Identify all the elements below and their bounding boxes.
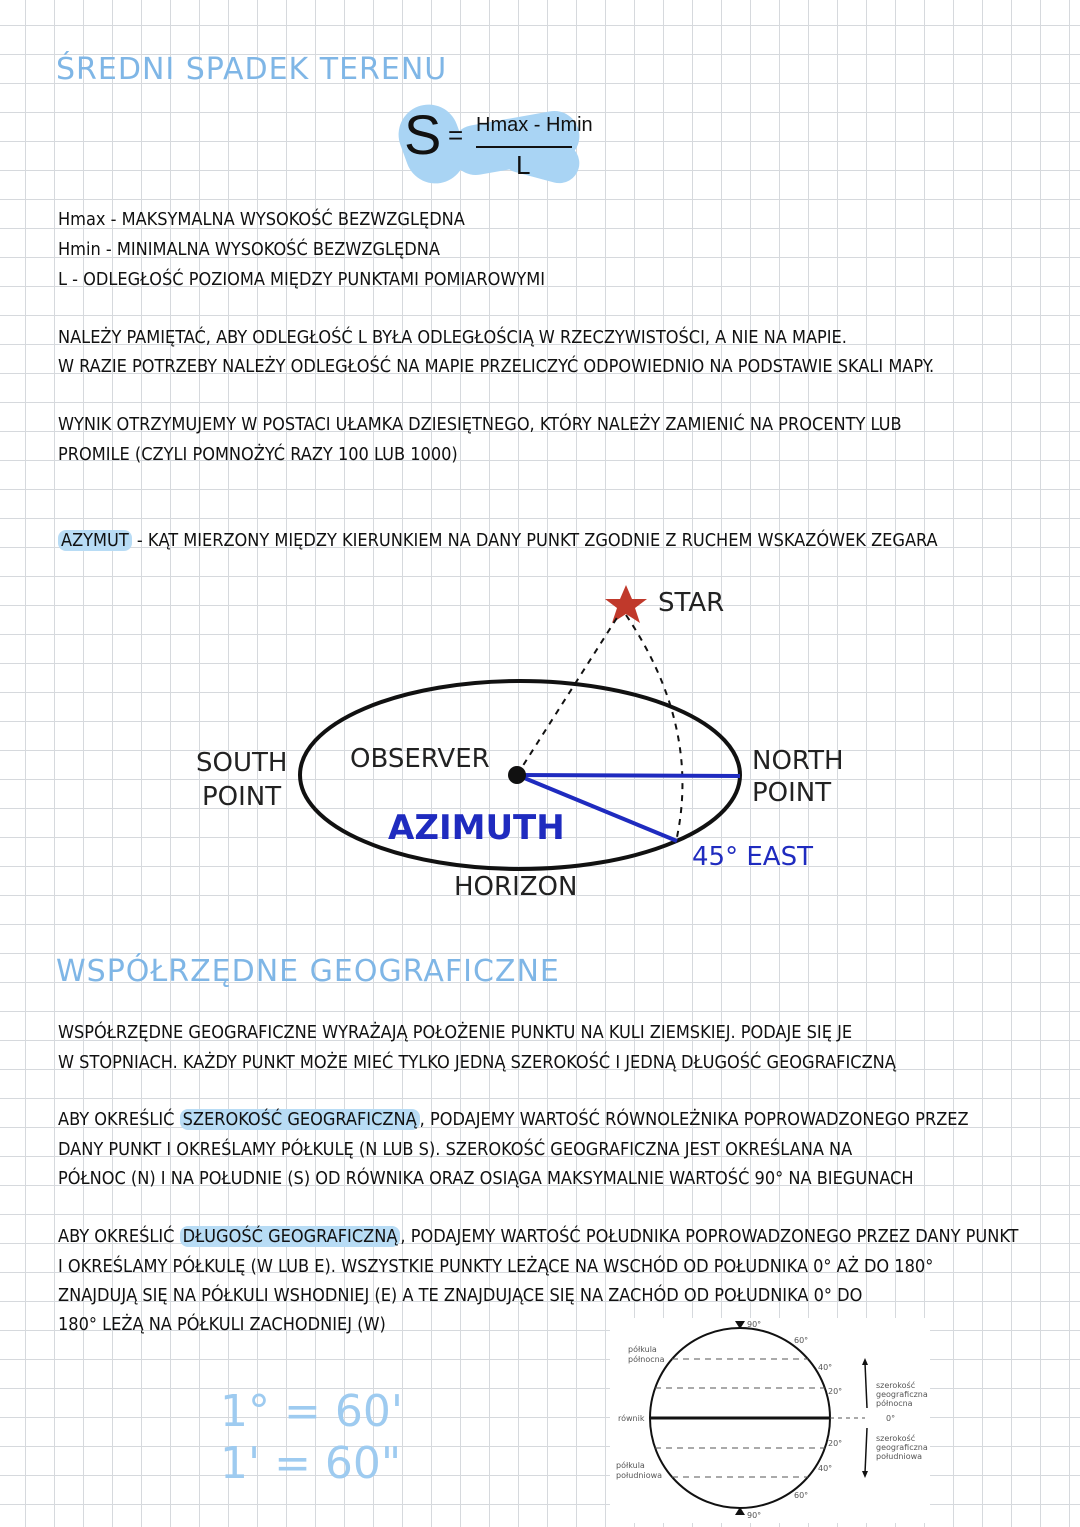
north-line <box>517 775 740 776</box>
formula-numerator: Hmax - Hmin <box>476 114 593 136</box>
note-line: NALEŻY PAMIĘTAĆ, ABY ODLEGŁOŚĆ L BYŁA ODLEGŁOŚCIĄ W RZECZYWISTOŚCI, A NIE NA MAPIE. <box>58 327 847 348</box>
paragraph-line: WSPÓŁRZĘDNE GEOGRAFICZNE WYRAŻAJĄ POŁOŻENIE PUNKTU NA KULI ZIEMSKIEJ. PODAJE SIĘ JE <box>58 1022 853 1043</box>
definition-l: L - ODLEGŁOŚĆ POZIOMA MIĘDZY PUNKTAMI POMIAROWYMI <box>58 269 545 290</box>
paragraph-line: ZNAJDUJĄ SIĘ NA PÓŁKULI WSHODNIEJ (E) A TE ZNAJDUJĄCE SIĘ NA ZACHÓD OD POŁUDNIKA 0° DO <box>58 1285 863 1306</box>
north-arrow <box>865 1363 867 1408</box>
globe-label: półkula <box>616 1461 645 1470</box>
globe-label: południowa <box>616 1471 663 1480</box>
globe-label: geograficzna <box>876 1443 928 1452</box>
paragraph-line <box>58 1109 969 1130</box>
latitude-highlight: SZEROKOŚĆ GEOGRAFICZNĄ <box>180 1109 420 1130</box>
degree-label: 40° <box>818 1464 833 1473</box>
section-title-coordinates: WSPÓŁRZĘDNE GEOGRAFICZNE <box>56 954 560 989</box>
definition-hmin: Hmin - MINIMALNA WYSOKOŚĆ BEZWZGLĘDNA <box>58 239 440 260</box>
arrow-head <box>862 1358 868 1365</box>
paragraph-line: W STOPNIACH. KAŻDY PUNKT MOŻE MIEĆ TYLKO JEDNĄ SZEROKOŚĆ I JEDNĄ DŁUGOŚĆ GEOGRAFICZNĄ <box>58 1052 896 1073</box>
conversion-minute: 1' = 60" <box>220 1438 402 1489</box>
azimuth-term: AZYMUT <box>58 530 132 551</box>
north-label: NORTH <box>752 746 844 776</box>
star-label: STAR <box>658 588 725 618</box>
note-line: PROMILE (CZYLI POMNOŻYĆ RAZY 100 LUB 1000) <box>58 444 458 465</box>
text: , PODAJEMY WARTOŚĆ POŁUDNIKA POPROWADZONEGO PRZEZ DANY PUNKT <box>400 1226 1019 1247</box>
azimuth-definition-text: - KĄT MIERZONY MIĘDZY KIERUNKIEM NA DANY PUNKT ZGODNIE Z RUCHEM WSKAZÓWEK ZEGARA <box>131 530 938 551</box>
degree-label: 20° <box>828 1387 843 1396</box>
azimuth-label: AZIMUTH <box>388 808 565 848</box>
paragraph-line: DANY PUNKT I OKREŚLAMY PÓŁKULĘ (N LUB S). SZEROKOŚĆ GEOGRAFICZNA JEST OKREŚLANA NA <box>58 1139 853 1160</box>
paragraph-line: 180° LEŻĄ NA PÓŁKULI ZACHODNIEJ (W) <box>58 1314 386 1335</box>
formula-symbol: S <box>404 103 442 166</box>
degree-label: 90° <box>747 1511 762 1520</box>
degree-label: 90° <box>747 1320 762 1329</box>
globe-label: północna <box>628 1355 665 1364</box>
degree-label: 60° <box>794 1491 809 1500</box>
south-label: SOUTH <box>196 748 288 778</box>
formula-equals: = <box>448 120 464 150</box>
globe-label: północna <box>876 1399 913 1408</box>
note-line: WYNIK OTRZYMUJEMY W POSTACI UŁAMKA DZIESIĘTNEGO, KTÓRY NALEŻY ZAMIENIĆ NA PROCENTY LUB <box>58 414 902 435</box>
east-label: 45° EAST <box>692 842 813 872</box>
latitude-globe-diagram <box>610 1318 930 1523</box>
star-sightline <box>517 613 620 775</box>
longitude-highlight: DŁUGOŚĆ GEOGRAFICZNĄ <box>180 1226 401 1247</box>
globe-label: półkula <box>628 1345 657 1354</box>
degree-label: 60° <box>794 1336 809 1345</box>
north-label: POINT <box>752 778 832 808</box>
definition-hmax: Hmax - MAKSYMALNA WYSOKOŚĆ BEZWZGLĘDNA <box>58 209 465 230</box>
observer-dot <box>508 766 526 784</box>
degree-label: 20° <box>828 1439 843 1448</box>
azimuth-definition <box>58 530 938 551</box>
conversion-degree: 1° = 60' <box>220 1386 403 1437</box>
paragraph-line <box>58 1226 1018 1247</box>
degree-label: 40° <box>818 1363 833 1372</box>
azimuth-diagram <box>180 575 880 915</box>
globe-label: szerokość <box>876 1381 916 1390</box>
globe-label: geograficzna <box>876 1390 928 1399</box>
globe-label: południowa <box>876 1452 923 1461</box>
observer-label: OBSERVER <box>350 744 490 774</box>
south-label: POINT <box>202 782 282 812</box>
text: , PODAJEMY WARTOŚĆ RÓWNOLEŻNIKA POPROWADZONEGO PRZEZ <box>419 1109 969 1130</box>
horizon-label: HORIZON <box>454 872 578 902</box>
slope-formula <box>380 98 600 188</box>
altitude-arc <box>626 615 682 837</box>
formula-denominator: L <box>516 150 531 180</box>
section-title-slope: ŚREDNI SPADEK TERENU <box>56 52 448 87</box>
paragraph-line: I OKREŚLAMY PÓŁKULĘ (W LUB E). WSZYSTKIE PUNKTY LEŻĄCE NA WSCHÓD OD POŁUDNIKA 0° AŻ DO 180° <box>58 1256 934 1277</box>
globe-label: szerokość <box>876 1434 916 1443</box>
paragraph-line: PÓŁNOC (N) I NA POŁUDNIE (S) OD RÓWNIKA ORAZ OSIĄGA MAKSYMALNIE WARTOŚĆ 90° NA BIEGUNACH <box>58 1168 914 1189</box>
south-arrow <box>865 1428 867 1473</box>
star-icon <box>605 585 647 623</box>
note-line: W RAZIE POTRZEBY NALEŻY ODLEGŁOŚĆ NA MAPIE PRZELICZYĆ ODPOWIEDNIO NA PODSTAWIE SKALI MAPY. <box>58 356 935 377</box>
text: ABY OKREŚLIĆ <box>58 1226 180 1247</box>
globe-label: równik <box>618 1414 645 1423</box>
fraction-bar <box>476 146 572 148</box>
text: ABY OKREŚLIĆ <box>58 1109 180 1130</box>
degree-label: 0° <box>886 1414 896 1423</box>
arrow-head <box>862 1471 868 1478</box>
